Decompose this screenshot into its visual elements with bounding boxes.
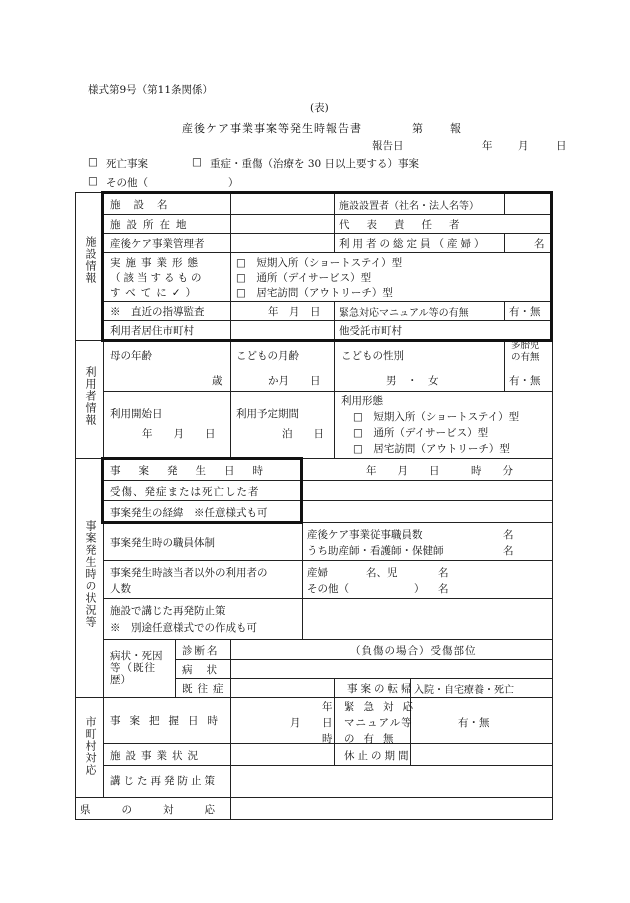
checkbox-death[interactable]: □ <box>88 156 98 168</box>
mother-count-unit[interactable]: 名、児 <box>366 567 398 579</box>
audit-label: ※ 直近の指導監査 <box>110 306 205 318</box>
type-outreach[interactable]: □ 居宅訪問（アウトリーチ）型 <box>236 287 393 299</box>
grasp-year[interactable]: 年 <box>322 701 333 713</box>
front-side-label: (表) <box>310 102 329 114</box>
report-label: 報 <box>450 122 461 135</box>
grasp-datetime-label: 事案把握日時 <box>110 715 227 727</box>
incident-section-label: 事案発生時の状況等 <box>84 520 97 628</box>
incident-course-field[interactable] <box>306 503 550 519</box>
outcome-options[interactable]: 入院・自宅療養・死亡 <box>414 685 514 696</box>
checkbox-other[interactable]: □ <box>88 175 98 187</box>
other-label: その他（ <box>106 177 148 189</box>
multiple-birth-label2: の有無 <box>511 352 540 363</box>
diagnosis-label: 診断名 <box>182 645 220 657</box>
manual-label: 緊急対応マニュアル等の有無 <box>339 308 469 319</box>
prefecture-response-label: 県の対応 <box>80 804 246 816</box>
midwife-count-unit[interactable]: 名 <box>503 545 514 557</box>
facility-owner-field[interactable] <box>506 195 550 211</box>
other-users-label: 事案発生時該当者以外の利用者の <box>110 567 268 579</box>
start-date-value[interactable]: 年 月 日 <box>142 428 216 440</box>
form-number: 様式第9号（第11条関係） <box>88 84 214 96</box>
facility-owner-label: 施設設置者（社名・法人名等） <box>339 201 479 212</box>
city-section-label: 市町村対応 <box>84 716 97 776</box>
mother-age-label: 母の年齢 <box>110 350 152 362</box>
usage-outreach[interactable]: □ 居宅訪問（アウトリーチ）型 <box>353 443 510 455</box>
other-users-label2: 人数 <box>110 583 131 595</box>
other-count-unit[interactable]: 名 <box>438 583 449 595</box>
usage-form-label: 利用形態 <box>341 395 383 407</box>
grasp-day[interactable]: 日 <box>322 717 333 729</box>
report-day: 日 <box>556 140 567 152</box>
child-count-unit[interactable]: 名 <box>438 567 449 579</box>
report-date-label: 報告日 <box>372 140 404 152</box>
staffing-label: 事案発生時の職員体制 <box>110 537 215 549</box>
incident-course-label: 事案発生の経緯 ※任意様式も可 <box>110 507 268 519</box>
history-label: 既往症 <box>182 683 229 695</box>
staff-count-unit[interactable]: 名 <box>503 529 514 541</box>
report-nth: 第 <box>412 122 423 135</box>
business-form-note: （該当するもの <box>110 272 205 284</box>
facility-name-label: 施設名 <box>110 199 181 211</box>
child-sex-label: こどもの性別 <box>341 350 404 362</box>
manager-field[interactable] <box>232 235 332 251</box>
city-manual-label2: マニュアル等 <box>344 717 413 729</box>
mother-count-label: 産婦 <box>307 567 328 579</box>
grasp-month[interactable]: 月 <box>290 717 301 729</box>
city-manual-yes-no[interactable]: 有・無 <box>458 717 490 729</box>
type-short-stay[interactable]: □ 短期入所（ショートステイ）型 <box>236 257 403 269</box>
facility-status-field[interactable] <box>234 746 330 762</box>
condition-label3: 歴） <box>110 674 131 686</box>
type-day-service[interactable]: □ 通所（デイサービス）型 <box>236 272 372 284</box>
planned-period-label: 利用予定期間 <box>236 408 299 420</box>
usage-short-stay[interactable]: □ 短期入所（ショートステイ）型 <box>353 411 520 423</box>
start-date-label: 利用開始日 <box>110 408 163 420</box>
representative-label: 代表責任者 <box>339 219 477 231</box>
staff-count-label: 産後ケア事業従事職員数 <box>307 529 423 541</box>
city-prevention-field[interactable] <box>234 768 550 794</box>
condition-label: 病状・死因 <box>110 650 163 662</box>
prevention-note: ※ 別途任意様式での作成も可 <box>110 622 257 634</box>
manual-yes-no[interactable]: 有・無 <box>509 306 541 318</box>
multiple-birth-label: 多胎児 <box>511 340 540 351</box>
city-prevention-label: 講じた再発防止策 <box>110 775 218 787</box>
user-city-field[interactable] <box>232 322 332 338</box>
city-manual-label: 緊急対応 <box>344 701 422 713</box>
audit-date[interactable]: 年 月 日 <box>268 306 321 318</box>
suspension-field[interactable] <box>414 746 550 762</box>
prevention-label: 施設で講じた再発防止策 <box>110 605 226 617</box>
other-count-label: その他（ <box>307 583 349 595</box>
grasp-hour[interactable]: 時 <box>322 733 333 745</box>
child-sex-options[interactable]: 男 ・ 女 <box>386 375 439 387</box>
facility-section-label: 施設情報 <box>84 236 97 284</box>
checkmark-icon: ✓ <box>171 287 186 299</box>
facility-name-field[interactable] <box>248 196 332 212</box>
incident-datetime-value[interactable]: 年 月 日 時 分 <box>366 465 513 477</box>
planned-period-value[interactable]: 泊 日 <box>282 428 324 440</box>
capacity-label: 利用者の総定員（産婦） <box>339 238 488 250</box>
user-section-label: 利用者情報 <box>84 366 97 426</box>
facility-address-field[interactable] <box>232 216 332 232</box>
multiple-birth-yes-no[interactable]: 有・無 <box>509 375 541 387</box>
report-month: 月 <box>518 140 529 152</box>
victim-label: 受傷、発症または死亡した者 <box>110 486 260 498</box>
condition-label2: 等（既往 <box>110 662 156 674</box>
city-manual-label3: の有無 <box>344 733 403 745</box>
child-age-label: こどもの月齢 <box>236 350 299 362</box>
symptom-field[interactable] <box>234 661 550 677</box>
incident-datetime-label: 事案発生日時 <box>110 465 281 477</box>
suspension-label: 休止の期間 <box>344 750 412 762</box>
other-close: ） <box>228 177 239 189</box>
death-label: 死亡事案 <box>106 158 148 170</box>
prefecture-response-field[interactable] <box>234 800 550 817</box>
mother-age-unit[interactable]: 歳 <box>212 375 223 387</box>
page-title: 産後ケア事業事案等発生時報告書 <box>182 122 362 135</box>
symptom-label: 病状 <box>182 664 231 676</box>
report-year: 年 <box>482 140 493 152</box>
business-form-note2: すべてに✓） <box>110 287 202 299</box>
victim-field[interactable] <box>306 482 550 498</box>
facility-status-label: 施設事業状況 <box>110 750 203 762</box>
manager-label: 産後ケア事業管理者 <box>110 238 205 250</box>
other-city-label: 他受託市町村 <box>339 325 402 337</box>
other-city-field[interactable] <box>420 322 550 338</box>
capacity-unit: 名 <box>534 238 545 250</box>
serious-label: 重症・重傷（治療を 30 日以上要する）事案 <box>210 158 420 170</box>
user-city-label: 利用者居住市町村 <box>110 325 194 337</box>
other-count-close: ） <box>414 583 425 595</box>
prevention-field[interactable] <box>306 601 550 635</box>
outcome-label: 事案の転帰 <box>347 683 415 695</box>
child-age-unit[interactable]: か月 日 <box>268 375 321 387</box>
business-form-label: 実施事業形態 <box>110 257 203 269</box>
injury-site-label: （負傷の場合）受傷部位 <box>350 645 477 657</box>
checkbox-serious[interactable]: □ <box>192 156 202 168</box>
midwife-count-label: うち助産師・看護師・保健師 <box>307 545 444 557</box>
usage-day-service[interactable]: □ 通所（デイサービス）型 <box>353 427 489 439</box>
facility-address-label: 施設所在地 <box>110 219 193 231</box>
